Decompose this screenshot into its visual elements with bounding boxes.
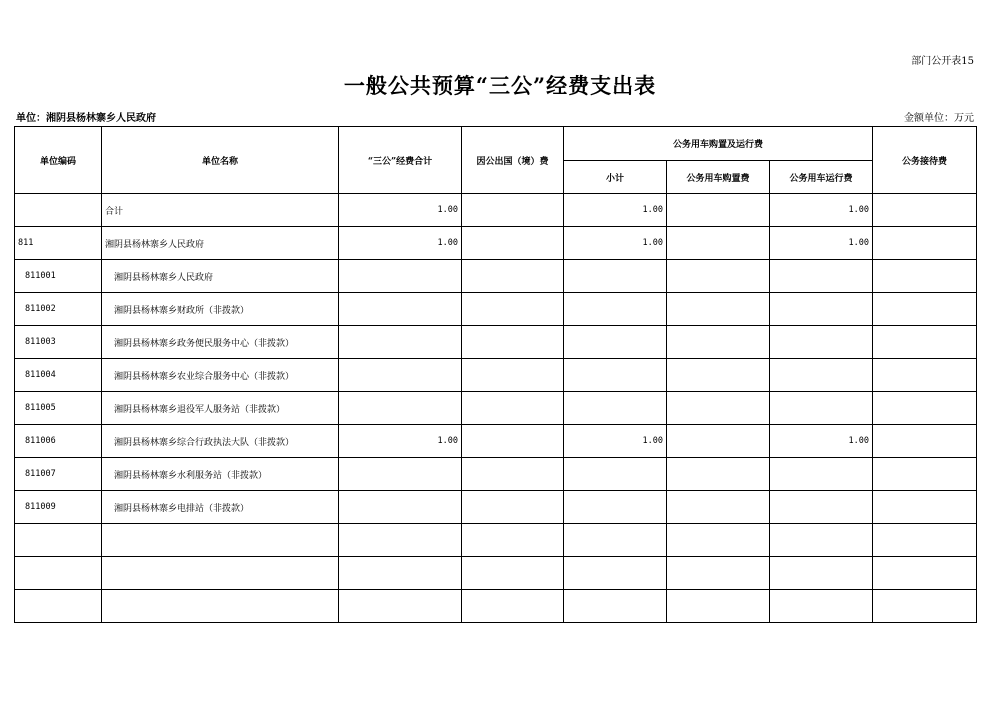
cell-code: 811007 [15, 458, 102, 491]
cell-operation [770, 524, 873, 557]
unit-label: 单位：湘阴县杨林寨乡人民政府 [16, 113, 156, 124]
cell-code: 811006 [15, 425, 102, 458]
table-row [15, 425, 977, 458]
cell-purchase [667, 359, 770, 392]
cell-abroad [462, 590, 564, 623]
header-purchase: 公务用车购置费 [667, 161, 770, 194]
cell-abroad [462, 326, 564, 359]
cell-name: 湘阴县杨林寨乡综合行政执法大队（非拨款） [102, 425, 339, 458]
cell-abroad [462, 425, 564, 458]
cell-purchase [667, 458, 770, 491]
cell-code [15, 194, 102, 227]
cell-subtotal [564, 491, 667, 524]
cell-reception [873, 524, 977, 557]
cell-subtotal: 1.00 [564, 194, 667, 227]
cell-operation [770, 293, 873, 326]
cell-name: 合计 [102, 194, 339, 227]
table-row [15, 392, 977, 425]
table-body [15, 194, 977, 623]
cell-operation [770, 260, 873, 293]
header-reception: 公务接待费 [873, 127, 977, 194]
header-abroad: 因公出国（境）费 [462, 127, 564, 194]
cell-purchase [667, 227, 770, 260]
cell-operation [770, 557, 873, 590]
cell-name [102, 524, 339, 557]
form-number: 部门公开表15 [911, 56, 974, 67]
cell-total [339, 359, 462, 392]
cell-reception [873, 590, 977, 623]
cell-operation: 1.00 [770, 425, 873, 458]
cell-code [15, 524, 102, 557]
cell-code: 811004 [15, 359, 102, 392]
cell-code: 811 [15, 227, 102, 260]
header-total: “三公”经费合计 [339, 127, 462, 194]
cell-total [339, 590, 462, 623]
cell-total [339, 326, 462, 359]
cell-name [102, 590, 339, 623]
cell-name: 湘阴县杨林寨乡农业综合服务中心（非拨款） [102, 359, 339, 392]
cell-total [339, 458, 462, 491]
table-row [15, 359, 977, 392]
table-row [15, 458, 977, 491]
cell-name: 湘阴县杨林寨乡政务便民服务中心（非拨款） [102, 326, 339, 359]
cell-total: 1.00 [339, 425, 462, 458]
cell-purchase [667, 293, 770, 326]
cell-total [339, 392, 462, 425]
cell-reception [873, 392, 977, 425]
cell-code: 811009 [15, 491, 102, 524]
cell-purchase [667, 326, 770, 359]
page-title: 一般公共预算“三公”经费支出表 [343, 73, 657, 98]
cell-total [339, 524, 462, 557]
table-row [15, 524, 977, 557]
cell-subtotal [564, 458, 667, 491]
cell-subtotal [564, 392, 667, 425]
cell-subtotal: 1.00 [564, 227, 667, 260]
header-code: 单位编码 [15, 127, 102, 194]
cell-operation [770, 491, 873, 524]
cell-operation [770, 392, 873, 425]
header-vehicle-group: 公务用车购置及运行费 [564, 127, 873, 161]
table-row [15, 293, 977, 326]
table-row [15, 590, 977, 623]
table-row [15, 194, 977, 227]
table-row [15, 491, 977, 524]
cell-abroad [462, 458, 564, 491]
cell-operation [770, 458, 873, 491]
cell-subtotal [564, 326, 667, 359]
cell-operation: 1.00 [770, 194, 873, 227]
cell-subtotal: 1.00 [564, 425, 667, 458]
cell-code: 811001 [15, 260, 102, 293]
cell-reception [873, 359, 977, 392]
cell-code: 811005 [15, 392, 102, 425]
cell-subtotal [564, 524, 667, 557]
cell-subtotal [564, 590, 667, 623]
amount-unit-label: 金额单位：万元 [904, 113, 974, 124]
cell-total [339, 293, 462, 326]
cell-code: 811002 [15, 293, 102, 326]
cell-reception [873, 260, 977, 293]
cell-operation [770, 326, 873, 359]
cell-abroad [462, 293, 564, 326]
cell-name [102, 557, 339, 590]
cell-abroad [462, 392, 564, 425]
cell-code [15, 557, 102, 590]
cell-reception [873, 458, 977, 491]
cell-name: 湘阴县杨林寨乡人民政府 [102, 227, 339, 260]
cell-purchase [667, 425, 770, 458]
cell-reception [873, 194, 977, 227]
cell-total: 1.00 [339, 194, 462, 227]
cell-subtotal [564, 260, 667, 293]
table-row [15, 557, 977, 590]
cell-name: 湘阴县杨林寨乡人民政府 [102, 260, 339, 293]
cell-total: 1.00 [339, 227, 462, 260]
cell-total [339, 557, 462, 590]
cell-abroad [462, 260, 564, 293]
cell-total [339, 260, 462, 293]
cell-subtotal [564, 557, 667, 590]
cell-purchase [667, 194, 770, 227]
cell-purchase [667, 392, 770, 425]
cell-subtotal [564, 293, 667, 326]
expense-table [14, 126, 977, 623]
table-row [15, 326, 977, 359]
cell-abroad [462, 557, 564, 590]
header-operation: 公务用车运行费 [770, 161, 873, 194]
cell-purchase [667, 524, 770, 557]
cell-abroad [462, 227, 564, 260]
cell-code [15, 590, 102, 623]
cell-reception [873, 326, 977, 359]
cell-purchase [667, 590, 770, 623]
cell-total [339, 491, 462, 524]
cell-abroad [462, 491, 564, 524]
cell-abroad [462, 194, 564, 227]
table-row [15, 260, 977, 293]
cell-name: 湘阴县杨林寨乡电排站（非拨款） [102, 491, 339, 524]
cell-name: 湘阴县杨林寨乡财政所（非拨款） [102, 293, 339, 326]
cell-operation [770, 359, 873, 392]
header-name: 单位名称 [102, 127, 339, 194]
cell-abroad [462, 359, 564, 392]
cell-abroad [462, 524, 564, 557]
cell-purchase [667, 557, 770, 590]
cell-reception [873, 491, 977, 524]
cell-name: 湘阴县杨林寨乡水利服务站（非拨款） [102, 458, 339, 491]
cell-reception [873, 293, 977, 326]
cell-operation [770, 590, 873, 623]
cell-purchase [667, 260, 770, 293]
cell-name: 湘阴县杨林寨乡退役军人服务站（非拨款） [102, 392, 339, 425]
cell-reception [873, 557, 977, 590]
cell-operation: 1.00 [770, 227, 873, 260]
table-row [15, 227, 977, 260]
cell-reception [873, 425, 977, 458]
cell-code: 811003 [15, 326, 102, 359]
cell-reception [873, 227, 977, 260]
cell-subtotal [564, 359, 667, 392]
header-subtotal: 小计 [564, 161, 667, 194]
cell-purchase [667, 491, 770, 524]
